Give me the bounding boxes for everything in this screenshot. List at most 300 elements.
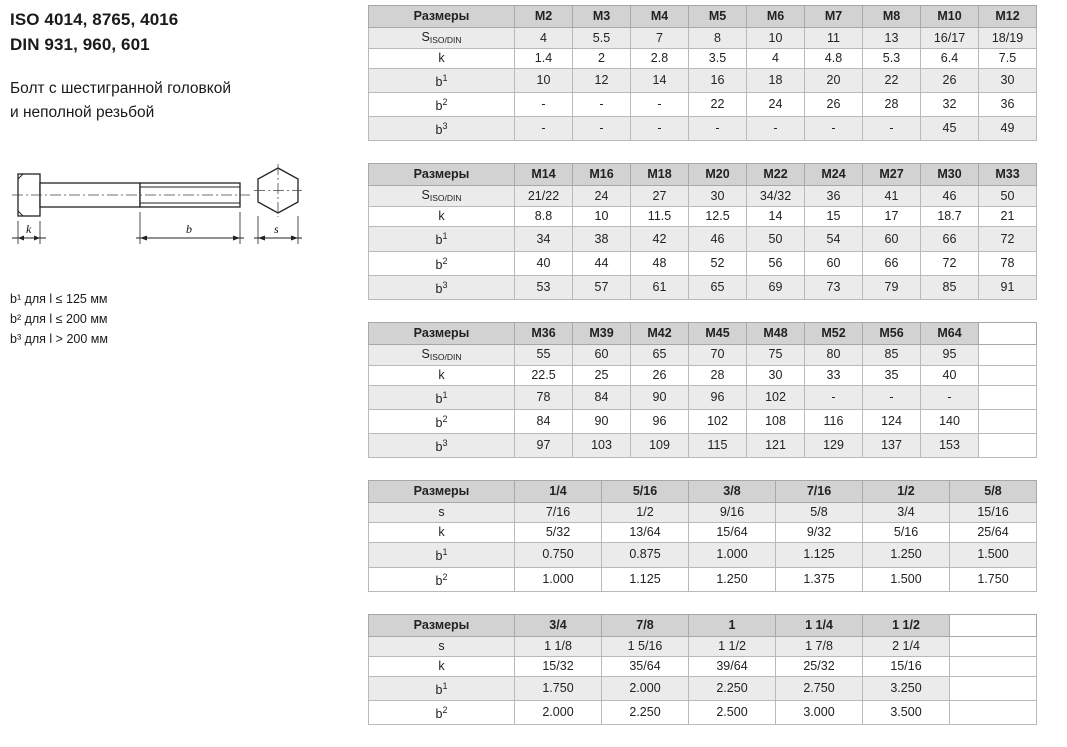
- row-label: s: [369, 636, 515, 656]
- table-cell: -: [631, 93, 689, 117]
- table-row: [369, 69, 1037, 93]
- table-cell: 35: [863, 365, 921, 385]
- table-cell: 2.750: [776, 676, 863, 700]
- table-column-header: 7/8: [602, 614, 689, 636]
- table-cell: 91: [979, 275, 1037, 299]
- table-header-row: [369, 481, 1037, 503]
- table-cell: 1.4: [515, 49, 573, 69]
- table-cell: 1.000: [515, 567, 602, 591]
- table-cell: 9/16: [689, 503, 776, 523]
- table-cell: 2: [573, 49, 631, 69]
- table-cell: 30: [979, 69, 1037, 93]
- table-cell: 137: [863, 434, 921, 458]
- row-label: k: [369, 523, 515, 543]
- table-cell: [979, 385, 1037, 409]
- table-column-header: 1 1/4: [776, 614, 863, 636]
- table-cell: 65: [631, 344, 689, 365]
- table-cell: 1.000: [689, 543, 776, 567]
- row-label: $b^3$: [369, 117, 515, 141]
- table-row: [369, 275, 1037, 299]
- table-column-header: 1/2: [863, 481, 950, 503]
- table-row: [369, 656, 1037, 676]
- table-cell: 21/22: [515, 186, 573, 207]
- table-column-header: 1: [689, 614, 776, 636]
- table-cell: 39/64: [689, 656, 776, 676]
- table-column-header: M64: [921, 322, 979, 344]
- row-label: $b^2$: [369, 567, 515, 591]
- table-header-label: Размеры: [369, 481, 515, 503]
- table-column-header: M8: [863, 6, 921, 28]
- table-cell: 15/16: [950, 503, 1037, 523]
- table-column-header: [979, 322, 1037, 344]
- table-cell: 153: [921, 434, 979, 458]
- row-label: k: [369, 49, 515, 69]
- standards-title-line2: DIN 931, 960, 601: [10, 34, 150, 54]
- table-cell: -: [921, 385, 979, 409]
- table-cell: 11.5: [631, 207, 689, 227]
- table-cell: 1 1/8: [515, 636, 602, 656]
- table-column-header: M4: [631, 6, 689, 28]
- table-cell: 96: [689, 385, 747, 409]
- table-cell: 7.5: [979, 49, 1037, 69]
- table-cell: 8.8: [515, 207, 573, 227]
- table-cell: 70: [689, 344, 747, 365]
- table-column-header: [950, 614, 1037, 636]
- table-cell: 0.750: [515, 543, 602, 567]
- table-row: [369, 700, 1037, 724]
- row-label: $b^2$: [369, 251, 515, 275]
- table-cell: 5/16: [863, 523, 950, 543]
- row-label: $b^2$: [369, 410, 515, 434]
- table-cell: 4.8: [805, 49, 863, 69]
- table-cell: 13/64: [602, 523, 689, 543]
- footnote-b2: b² для l ≤ 200 мм: [10, 312, 108, 327]
- table-cell: 69: [747, 275, 805, 299]
- table-row: [369, 410, 1037, 434]
- table-cell: 80: [805, 344, 863, 365]
- dimension-label-s: s: [274, 221, 279, 236]
- table-cell: 2.250: [602, 700, 689, 724]
- table-cell: 1/2: [602, 503, 689, 523]
- table-cell: 60: [573, 344, 631, 365]
- row-label: k: [369, 365, 515, 385]
- row-label: $b^1$: [369, 543, 515, 567]
- table-cell: 109: [631, 434, 689, 458]
- row-label: $S_{ISO/DIN}$: [369, 28, 515, 49]
- row-label: $b^1$: [369, 69, 515, 93]
- table-cell: 26: [805, 93, 863, 117]
- table-cell: 42: [631, 227, 689, 251]
- table-cell: 25/32: [776, 656, 863, 676]
- table-cell: 15/64: [689, 523, 776, 543]
- table-cell: 46: [689, 227, 747, 251]
- table-cell: 35/64: [602, 656, 689, 676]
- table-cell: 27: [631, 186, 689, 207]
- table-cell: 15/16: [863, 656, 950, 676]
- row-label: $b^2$: [369, 700, 515, 724]
- table-cell: 12: [573, 69, 631, 93]
- table-cell: 85: [921, 275, 979, 299]
- table-row: [369, 28, 1037, 49]
- table-cell: 25: [573, 365, 631, 385]
- table-cell: 40: [921, 365, 979, 385]
- table-column-header: M56: [863, 322, 921, 344]
- table-cell: 10: [747, 28, 805, 49]
- row-label: $b^3$: [369, 434, 515, 458]
- table-cell: 2.500: [689, 700, 776, 724]
- table-cell: 1.125: [776, 543, 863, 567]
- table-cell: 15: [805, 207, 863, 227]
- table-cell: 5/32: [515, 523, 602, 543]
- table-cell: 140: [921, 410, 979, 434]
- table-row: [369, 49, 1037, 69]
- table-row: [369, 543, 1037, 567]
- table-cell: 9/32: [776, 523, 863, 543]
- table-column-header: M45: [689, 322, 747, 344]
- table-row: [369, 93, 1037, 117]
- table-cell: 72: [921, 251, 979, 275]
- table-cell: 49: [979, 117, 1037, 141]
- table-cell: 95: [921, 344, 979, 365]
- table-cell: [950, 656, 1037, 676]
- table-cell: 3.5: [689, 49, 747, 69]
- table-row: [369, 636, 1037, 656]
- table-cell: 22.5: [515, 365, 573, 385]
- table-cell: 54: [805, 227, 863, 251]
- table-row: [369, 186, 1037, 207]
- table-cell: 1 1/2: [689, 636, 776, 656]
- dimension-table: [368, 480, 1037, 591]
- table-cell: 90: [631, 385, 689, 409]
- table-cell: 50: [979, 186, 1037, 207]
- table-cell: 55: [515, 344, 573, 365]
- table-cell: 78: [515, 385, 573, 409]
- table-cell: 4: [747, 49, 805, 69]
- table-cell: 14: [631, 69, 689, 93]
- table-cell: [950, 636, 1037, 656]
- table-cell: -: [747, 117, 805, 141]
- table-cell: 1.750: [950, 567, 1037, 591]
- table-cell: 17: [863, 207, 921, 227]
- table-cell: 103: [573, 434, 631, 458]
- table-cell: 84: [515, 410, 573, 434]
- product-description-line2: и неполной резьбой: [10, 103, 155, 121]
- table-cell: 1.750: [515, 676, 602, 700]
- standards-title-line1: ISO 4014, 8765, 4016: [10, 10, 179, 29]
- table-header-label: Размеры: [369, 6, 515, 28]
- table-header-row: [369, 322, 1037, 344]
- table-cell: 2.8: [631, 49, 689, 69]
- table-row: [369, 385, 1037, 409]
- table-cell: 60: [805, 251, 863, 275]
- table-cell: -: [515, 117, 573, 141]
- table-cell: 53: [515, 275, 573, 299]
- table-cell: 0.875: [602, 543, 689, 567]
- table-row: [369, 251, 1037, 275]
- table-column-header: M6: [747, 6, 805, 28]
- table-cell: 2.000: [602, 676, 689, 700]
- table-column-header: M30: [921, 164, 979, 186]
- table-cell: [979, 434, 1037, 458]
- footnote-b1: b¹ для l ≤ 125 мм: [10, 291, 108, 306]
- table-cell: 32: [921, 93, 979, 117]
- dimension-table: [368, 5, 1037, 141]
- table-cell: 7/16: [515, 503, 602, 523]
- table-cell: -: [805, 117, 863, 141]
- table-cell: [950, 676, 1037, 700]
- table-cell: 30: [689, 186, 747, 207]
- table-cell: -: [805, 385, 863, 409]
- table-column-header: M12: [979, 6, 1037, 28]
- table-header-label: Размеры: [369, 164, 515, 186]
- table-column-header: M7: [805, 6, 863, 28]
- table-column-header: M42: [631, 322, 689, 344]
- table-cell: 45: [921, 117, 979, 141]
- table-cell: 121: [747, 434, 805, 458]
- table-row: [369, 434, 1037, 458]
- table-cell: 124: [863, 410, 921, 434]
- table-cell: [979, 344, 1037, 365]
- table-cell: 3.000: [776, 700, 863, 724]
- product-description-line1: Болт с шестигранной головкой: [10, 80, 232, 98]
- table-cell: 61: [631, 275, 689, 299]
- table-cell: -: [573, 93, 631, 117]
- table-cell: 3.250: [863, 676, 950, 700]
- table-cell: 1.500: [863, 567, 950, 591]
- table-cell: 108: [747, 410, 805, 434]
- table-cell: 22: [689, 93, 747, 117]
- table-header-row: [369, 614, 1037, 636]
- table-cell: 18.7: [921, 207, 979, 227]
- table-cell: -: [515, 93, 573, 117]
- table-cell: 2.000: [515, 700, 602, 724]
- table-cell: 40: [515, 251, 573, 275]
- table-cell: 1.125: [602, 567, 689, 591]
- table-cell: [979, 365, 1037, 385]
- table-row: [369, 365, 1037, 385]
- table-cell: 25/64: [950, 523, 1037, 543]
- table-column-header: M10: [921, 6, 979, 28]
- table-cell: 7: [631, 28, 689, 49]
- table-cell: 1 5/16: [602, 636, 689, 656]
- table-cell: 1.500: [950, 543, 1037, 567]
- dimension-label-k: k: [26, 221, 32, 236]
- table-cell: 18/19: [979, 28, 1037, 49]
- table-header-row: [369, 6, 1037, 28]
- table-column-header: M27: [863, 164, 921, 186]
- row-label: $S_{ISO/DIN}$: [369, 186, 515, 207]
- table-cell: 73: [805, 275, 863, 299]
- table-cell: 1.250: [863, 543, 950, 567]
- table-column-header: M33: [979, 164, 1037, 186]
- row-label: $b^1$: [369, 227, 515, 251]
- table-cell: 44: [573, 251, 631, 275]
- table-row: [369, 344, 1037, 365]
- table-cell: 8: [689, 28, 747, 49]
- table-column-header: M36: [515, 322, 573, 344]
- footnotes: [10, 289, 360, 350]
- table-cell: 48: [631, 251, 689, 275]
- table-column-header: M20: [689, 164, 747, 186]
- table-cell: 18: [747, 69, 805, 93]
- table-column-header: 5/8: [950, 481, 1037, 503]
- left-info-column: [10, 8, 360, 350]
- table-cell: 60: [863, 227, 921, 251]
- table-cell: 33: [805, 365, 863, 385]
- table-cell: 129: [805, 434, 863, 458]
- table-cell: 3/4: [863, 503, 950, 523]
- table-cell: 16: [689, 69, 747, 93]
- table-row: [369, 567, 1037, 591]
- table-cell: 50: [747, 227, 805, 251]
- table-cell: 3.500: [863, 700, 950, 724]
- table-cell: 34: [515, 227, 573, 251]
- table-cell: 30: [747, 365, 805, 385]
- table-column-header: M14: [515, 164, 573, 186]
- bolt-technical-drawing: [10, 146, 360, 261]
- table-cell: 57: [573, 275, 631, 299]
- table-cell: 13: [863, 28, 921, 49]
- table-cell: 10: [515, 69, 573, 93]
- table-cell: 1.375: [776, 567, 863, 591]
- table-row: [369, 227, 1037, 251]
- table-cell: 38: [573, 227, 631, 251]
- row-label: $b^1$: [369, 385, 515, 409]
- table-cell: 1 7/8: [776, 636, 863, 656]
- table-cell: 1.250: [689, 567, 776, 591]
- row-label: k: [369, 656, 515, 676]
- table-cell: 52: [689, 251, 747, 275]
- table-cell: 26: [921, 69, 979, 93]
- table-column-header: 1/4: [515, 481, 602, 503]
- table-column-header: M52: [805, 322, 863, 344]
- table-cell: -: [863, 117, 921, 141]
- table-column-header: M39: [573, 322, 631, 344]
- table-column-header: M24: [805, 164, 863, 186]
- table-cell: 97: [515, 434, 573, 458]
- table-column-header: M16: [573, 164, 631, 186]
- table-cell: -: [863, 385, 921, 409]
- table-cell: 72: [979, 227, 1037, 251]
- table-cell: 102: [689, 410, 747, 434]
- table-column-header: M2: [515, 6, 573, 28]
- product-description: [10, 77, 360, 124]
- table-cell: 2 1/4: [863, 636, 950, 656]
- footnote-b3: b³ для l > 200 мм: [10, 332, 108, 347]
- row-label: $b^3$: [369, 275, 515, 299]
- table-cell: 11: [805, 28, 863, 49]
- bolt-drawing-svg: [10, 146, 310, 256]
- table-cell: 16/17: [921, 28, 979, 49]
- table-column-header: M5: [689, 6, 747, 28]
- table-cell: 116: [805, 410, 863, 434]
- dimension-table: [368, 614, 1037, 725]
- table-cell: 66: [921, 227, 979, 251]
- table-cell: 36: [979, 93, 1037, 117]
- table-cell: -: [689, 117, 747, 141]
- table-row: [369, 676, 1037, 700]
- row-label: $b^2$: [369, 93, 515, 117]
- row-label: $S_{ISO/DIN}$: [369, 344, 515, 365]
- table-header-row: [369, 164, 1037, 186]
- standards-title: [10, 8, 360, 57]
- table-cell: 10: [573, 207, 631, 227]
- table-row: [369, 207, 1037, 227]
- table-cell: 5.5: [573, 28, 631, 49]
- table-header-label: Размеры: [369, 322, 515, 344]
- table-cell: 24: [747, 93, 805, 117]
- table-column-header: M3: [573, 6, 631, 28]
- table-cell: 65: [689, 275, 747, 299]
- table-cell: 84: [573, 385, 631, 409]
- table-header-label: Размеры: [369, 614, 515, 636]
- table-cell: 66: [863, 251, 921, 275]
- table-cell: 78: [979, 251, 1037, 275]
- table-cell: 46: [921, 186, 979, 207]
- table-cell: 6.4: [921, 49, 979, 69]
- table-cell: 96: [631, 410, 689, 434]
- table-column-header: M48: [747, 322, 805, 344]
- table-cell: 26: [631, 365, 689, 385]
- row-label: s: [369, 503, 515, 523]
- table-cell: 5/8: [776, 503, 863, 523]
- table-cell: 2.250: [689, 676, 776, 700]
- row-label: k: [369, 207, 515, 227]
- table-row: [369, 523, 1037, 543]
- table-cell: 102: [747, 385, 805, 409]
- table-cell: 34/32: [747, 186, 805, 207]
- table-cell: 21: [979, 207, 1037, 227]
- table-cell: 28: [689, 365, 747, 385]
- table-cell: [979, 410, 1037, 434]
- dimension-table: [368, 163, 1037, 299]
- table-cell: 12.5: [689, 207, 747, 227]
- table-column-header: M22: [747, 164, 805, 186]
- table-cell: 85: [863, 344, 921, 365]
- table-cell: 4: [515, 28, 573, 49]
- row-label: $b^1$: [369, 676, 515, 700]
- table-cell: 24: [573, 186, 631, 207]
- table-column-header: 7/16: [776, 481, 863, 503]
- table-column-header: 1 1/2: [863, 614, 950, 636]
- table-cell: 36: [805, 186, 863, 207]
- table-cell: -: [631, 117, 689, 141]
- table-cell: 28: [863, 93, 921, 117]
- table-cell: 14: [747, 207, 805, 227]
- table-row: [369, 503, 1037, 523]
- table-cell: 41: [863, 186, 921, 207]
- table-cell: [950, 700, 1037, 724]
- table-cell: 5.3: [863, 49, 921, 69]
- dimension-tables: [368, 5, 1058, 747]
- table-cell: 115: [689, 434, 747, 458]
- table-column-header: 3/4: [515, 614, 602, 636]
- dimension-label-b: b: [186, 221, 192, 236]
- table-cell: 90: [573, 410, 631, 434]
- table-row: [369, 117, 1037, 141]
- table-cell: 22: [863, 69, 921, 93]
- table-cell: 75: [747, 344, 805, 365]
- table-column-header: 3/8: [689, 481, 776, 503]
- table-cell: 56: [747, 251, 805, 275]
- dimension-table: [368, 322, 1037, 458]
- table-cell: 15/32: [515, 656, 602, 676]
- table-column-header: M18: [631, 164, 689, 186]
- table-column-header: 5/16: [602, 481, 689, 503]
- table-cell: -: [573, 117, 631, 141]
- table-cell: 79: [863, 275, 921, 299]
- table-cell: 20: [805, 69, 863, 93]
